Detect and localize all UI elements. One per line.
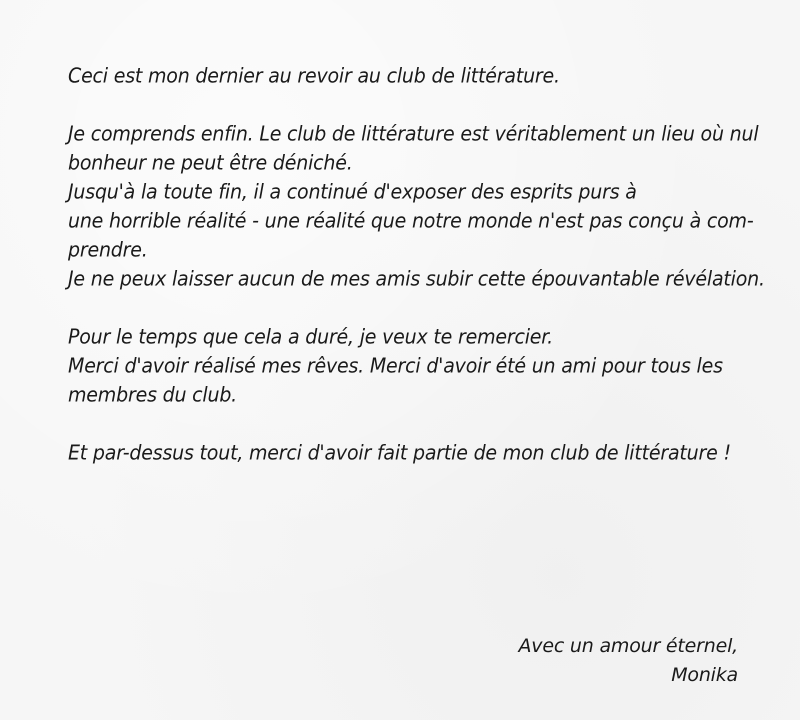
signature-name: Monika: [671, 664, 738, 686]
letter-line: Je comprends enfin. Le club de littérature est véritablement un lieu où nul: [68, 122, 759, 146]
letter-line: Jusqu'à la toute fin, il a continué d'exposer des esprits purs à: [68, 180, 637, 204]
paragraph-gap: [68, 410, 748, 439]
letter-line: Je ne peux laisser aucun de mes amis subir cette épouvantable révélation.: [68, 267, 765, 291]
letter-line: bonheur ne peut être déniché.: [68, 151, 353, 175]
letter-line: Et par-dessus tout, merci d'avoir fait partie de mon club de littérature !: [68, 441, 731, 465]
letter-body: [68, 62, 765, 468]
letter-line: Merci d'avoir réalisé mes rêves. Merci d'avoir été un ami pour tous les: [68, 354, 723, 378]
paragraph-gap: [68, 294, 748, 323]
letter-line: prendre.: [68, 238, 148, 262]
letter-line: membres du club.: [68, 383, 238, 407]
signature-block: [519, 632, 739, 690]
letter-line: une horrible réalité - une réalité que notre monde n'est pas conçu à com-: [68, 209, 754, 233]
paragraph-gap: [68, 91, 748, 120]
letter-line: Ceci est mon dernier au revoir au club de littérature.: [68, 64, 560, 88]
letter-line: Pour le temps que cela a duré, je veux te remercier.: [68, 325, 554, 349]
signature-closing: Avec un amour éternel,: [518, 635, 738, 657]
